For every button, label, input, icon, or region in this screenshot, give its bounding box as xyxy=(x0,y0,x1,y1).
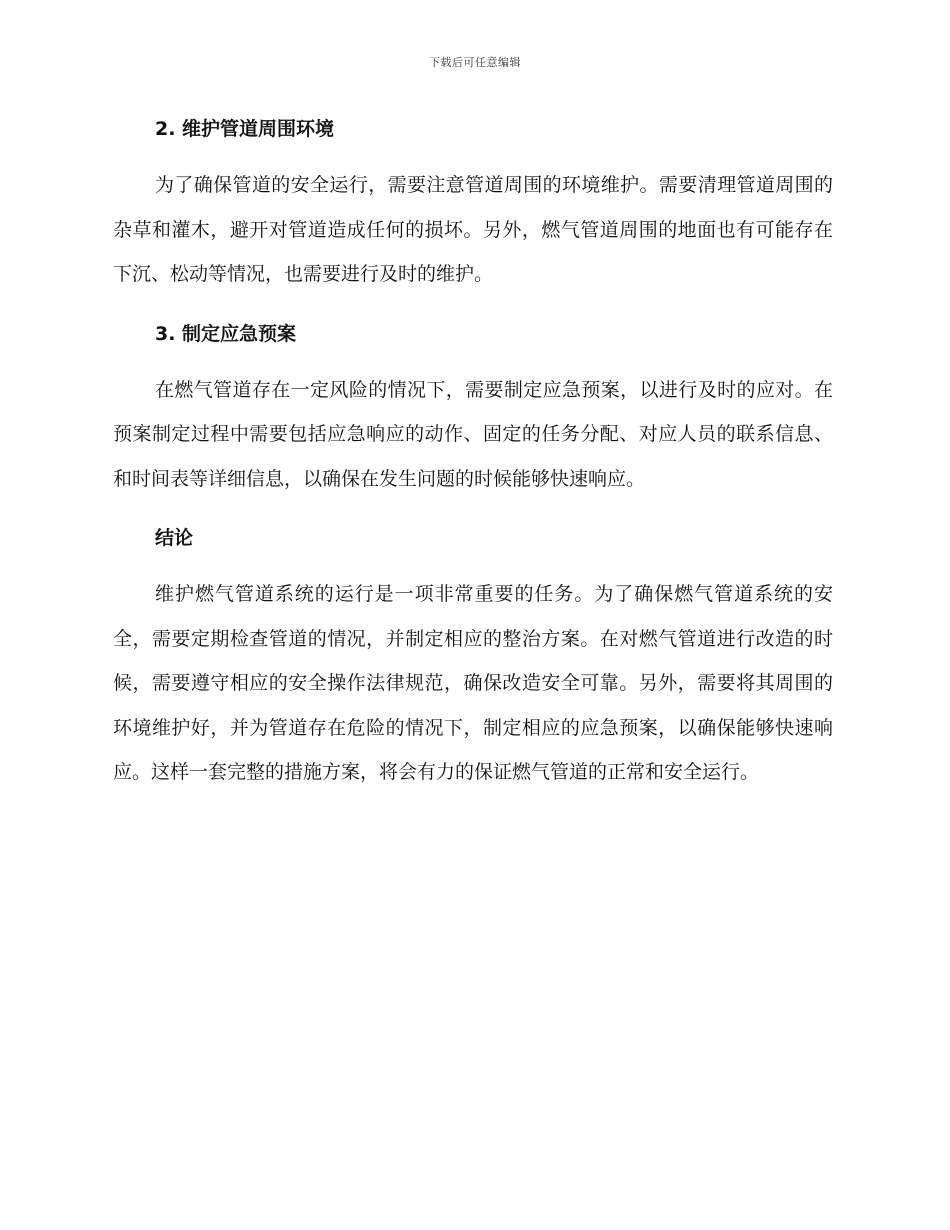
page-header: 下载后可任意编辑 xyxy=(429,56,521,69)
section-heading-conclusion: 结论 xyxy=(155,527,194,549)
section-paragraph-environment: 为了确保管道的安全运行，需要注意管道周围的环境维护。需要清理管道周围的杂草和灌木，避开对管道造成任何的损坏。另外，燃气管道周围的地面也有可能存在下沉、松动等情况，也需要进行及时的维护。 xyxy=(113,174,833,285)
section-heading-emergency-plan: 3. 制定应急预案 xyxy=(155,322,297,345)
section-paragraph-emergency-plan: 在燃气管道存在一定风险的情况下，需要制定应急预案，以进行及时的应对。在预案制定过程中需要包括应急响应的动作、固定的任务分配、对应人员的联系信息、和时间表等详细信息，以确保在发生问题的时候能够快速响应。 xyxy=(113,378,833,490)
document-body xyxy=(113,112,833,795)
section-paragraph-conclusion: 维护燃气管道系统的运行是一项非常重要的任务。为了确保燃气管道系统的安全，需要定期检查管道的情况，并制定相应的整治方案。在对燃气管道进行改造的时候，需要遵守相应的安全操作法律规范，确保改造安全可靠。另外，需要将其周围的环境维护好，并为管道存在危险的情况下，制定相应的应急预案，以确保能够快速响应。这样一套完整的措施方案，将会有力的保证燃气管道的正常和安全运行。 xyxy=(113,583,833,783)
section-heading-environment: 2. 维护管道周围环境 xyxy=(155,118,335,140)
